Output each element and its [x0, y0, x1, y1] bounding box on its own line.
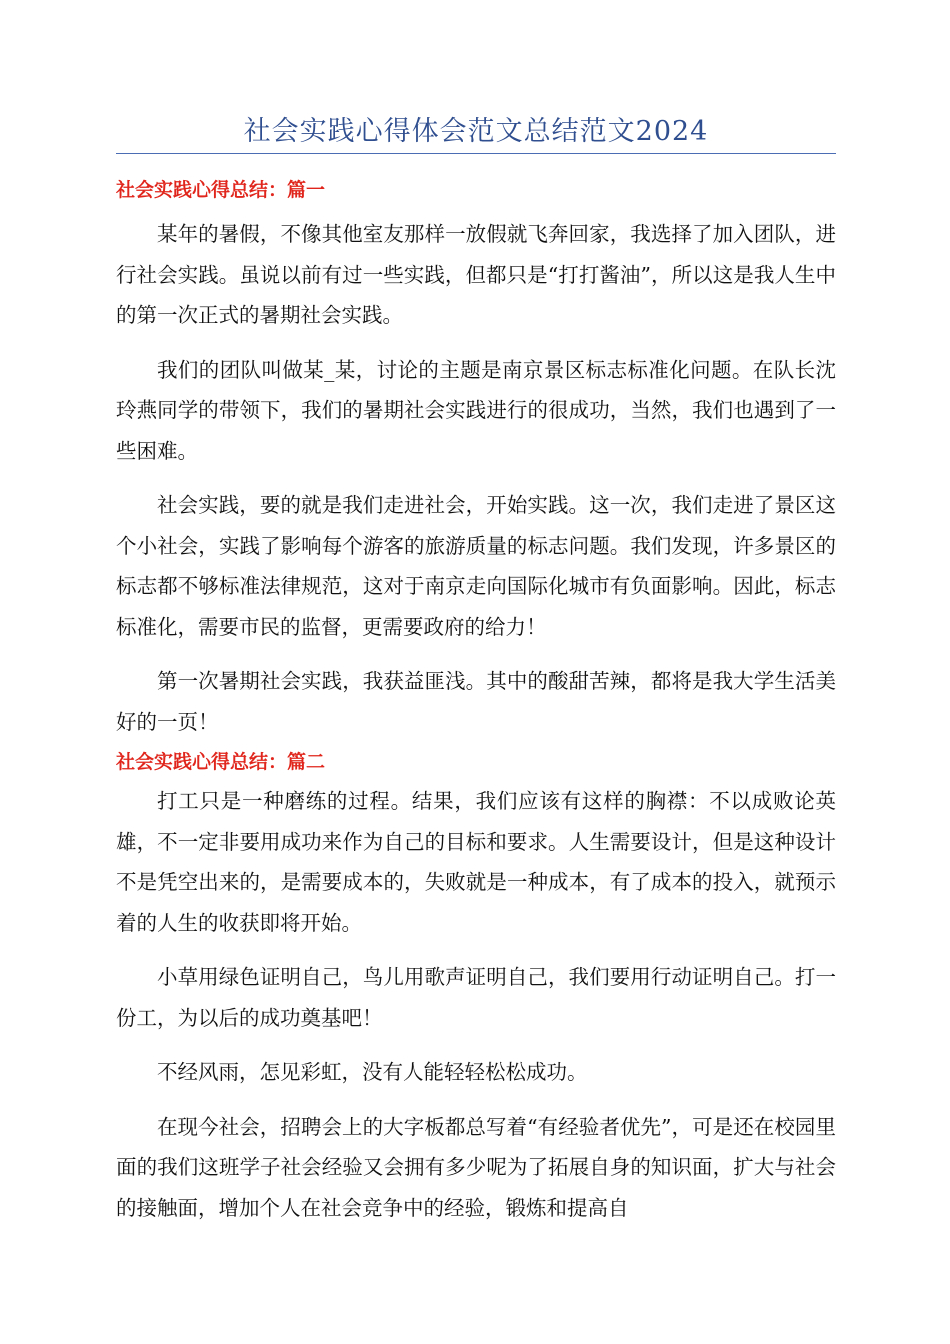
paragraph: 不经风雨，怎见彩虹，没有人能轻轻松松成功。	[157, 1060, 588, 1084]
document-title: 社会实践心得体会范文总结范文2024	[243, 116, 709, 147]
paragraph: 在现今社会，招聘会上的大字板都总写着“有经验者优先”，可是还在校园里面的我们这班学子社会经验又会拥有多少呢为了拓展自身的知识面，扩大与社会的接触面，增加个人在社会竞争中的经验，锻炼和提高自	[116, 1114, 836, 1220]
paragraph: 打工只是一种磨练的过程。结果，我们应该有这样的胸襟：不以成败论英雄，不一定非要用成功来作为自己的目标和要求。人生需要设计，但是这种设计不是凭空出来的，是需要成本的，失败就是一种成本，有了成本的投入，就预示着的人生的收获即将开始。	[116, 789, 836, 935]
section-heading: 社会实践心得总结：篇二	[116, 751, 326, 773]
paragraph: 某年的暑假，不像其他室友那样一放假就飞奔回家，我选择了加入团队，进行社会实践。虽说以前有过一些实践，但都只是“打打酱油”，所以这是我人生中的第一次正式的暑期社会实践。	[116, 222, 836, 327]
paragraph: 社会实践，要的就是我们走进社会，开始实践。这一次，我们走进了景区这个小社会，实践了影响每个游客的旅游质量的标志问题。我们发现，许多景区的标志都不够标准法律规范，这对于南京走向国际化城市有负面影响。因此，标志标准化，需要市民的监督，更需要政府的给力！	[116, 493, 836, 639]
section-heading: 社会实践心得总结：篇一	[116, 179, 326, 201]
paragraph: 我们的团队叫做某_某，讨论的主题是南京景区标志标准化问题。在队长沈玲燕同学的带领下，我们的暑期社会实践进行的很成功，当然，我们也遇到了一些困难。	[116, 357, 836, 463]
title-underline	[116, 153, 836, 154]
paragraph: 第一次暑期社会实践，我获益匪浅。其中的酸甜苦辣，都将是我大学生活美好的一页！	[116, 669, 836, 734]
paragraph: 小草用绿色证明自己，鸟儿用歌声证明自己，我们要用行动证明自己。打一份工，为以后的成功奠基吧！	[116, 965, 836, 1030]
section-2	[116, 748, 836, 1228]
section-1	[116, 176, 836, 742]
